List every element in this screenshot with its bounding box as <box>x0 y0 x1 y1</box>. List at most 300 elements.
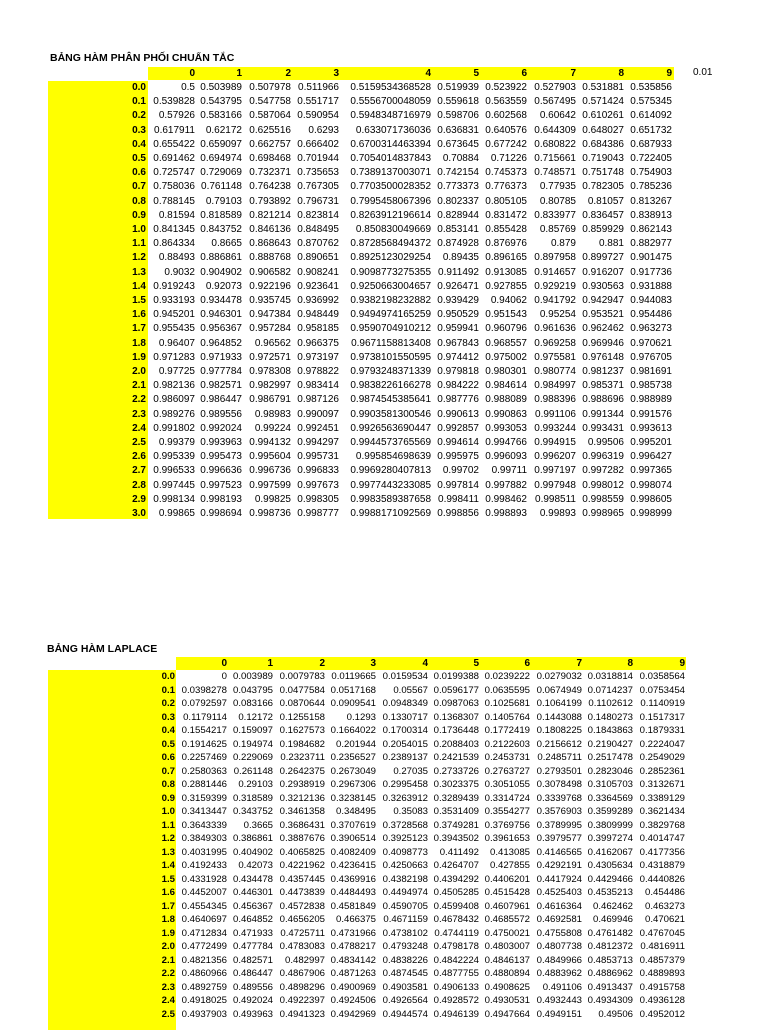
normal-table-cell: 0.633071736036 <box>355 124 431 136</box>
normal-table-cell: 0.993613 <box>630 422 672 434</box>
laplace-table-cell: 0.3769756 <box>484 819 530 831</box>
normal-table-cell: 0.99379 <box>158 437 195 448</box>
normal-row-label: 1.8 <box>132 337 146 349</box>
laplace-table-cell: 0.4494974 <box>382 887 428 898</box>
normal-table-cell: 0.99711 <box>491 465 527 477</box>
normal-table-cell: 0.9969280407813 <box>350 465 431 477</box>
laplace-table-cell: 0.3461358 <box>279 806 325 817</box>
normal-table-cell: 0.998777 <box>297 508 339 519</box>
laplace-table-cell: 0.2323711 <box>280 752 325 763</box>
normal-table-cell: 0.972571 <box>249 351 291 363</box>
normal-table-cell: 0.8263912196614 <box>350 209 431 221</box>
laplace-table-cell: 0.4755808 <box>536 927 582 939</box>
laplace-table-cell: 0.1772419 <box>484 725 530 736</box>
laplace-table-cell: 0.4065825 <box>279 846 325 858</box>
laplace-table-cell: 0.4744119 <box>434 927 479 939</box>
laplace-row-label: 1.4 <box>161 860 175 871</box>
normal-row-label: 1.2 <box>132 252 146 264</box>
normal-table-cell: 0.99893 <box>539 508 576 519</box>
normal-table-cell: 0.843752 <box>200 224 242 235</box>
laplace-table-row <box>0 940 768 954</box>
normal-table-cell: 0.971283 <box>153 351 195 363</box>
laplace-table-cell: 0.404902 <box>232 846 273 858</box>
laplace-table-cell: 0.003989 <box>232 671 273 682</box>
laplace-table-row <box>0 792 768 806</box>
laplace-table-cell: 0.4816911 <box>640 941 685 952</box>
laplace-table-cell: 0.0674949 <box>536 684 582 696</box>
normal-table-cell: 0.7054014837843 <box>350 153 431 164</box>
normal-table-cell: 0.998074 <box>630 479 672 491</box>
normal-table-cell: 0.5948348716979 <box>350 110 431 122</box>
normal-table-cell: 0.967843 <box>437 337 479 349</box>
laplace-table-cell: 0.4656205 <box>279 914 325 925</box>
normal-table-cell: 0.598706 <box>437 110 479 122</box>
laplace-table-cell: 0.194974 <box>232 738 273 750</box>
normal-table-cell: 0.831472 <box>485 209 527 221</box>
normal-table-cell: 0.990863 <box>485 408 527 420</box>
normal-column-header-8: 8 <box>618 68 624 79</box>
normal-table-cell: 0.882977 <box>630 238 672 250</box>
laplace-table-cell: 0.2054015 <box>382 738 428 750</box>
normal-row-label: 0.2 <box>132 110 146 122</box>
normal-table-cell: 0.998134 <box>153 493 195 505</box>
laplace-table-cell: 0.4505285 <box>433 887 479 898</box>
normal-table-cell: 0.92073 <box>205 280 242 292</box>
normal-table-cell: 0.796731 <box>297 195 339 207</box>
normal-row-label: 3.0 <box>132 508 146 519</box>
laplace-table-cell: 0.261148 <box>233 765 273 777</box>
normal-table-cell: 0.888768 <box>249 252 291 264</box>
normal-table-cell: 0.998411 <box>438 493 479 505</box>
laplace-row-label: 0.6 <box>161 752 175 763</box>
laplace-table-row <box>0 981 768 995</box>
normal-table-cell: 0.531881 <box>582 82 624 93</box>
normal-table-cell: 0.945201 <box>153 309 195 321</box>
normal-table-cell: 0.993244 <box>534 422 576 434</box>
normal-table-cell: 0.617911 <box>154 124 195 136</box>
normal-table-cell: 0.979818 <box>437 366 479 377</box>
laplace-table-cell: 0.2995458 <box>382 779 428 790</box>
laplace-table-cell: 0.0517168 <box>330 684 376 696</box>
normal-table-cell: 0.9793248371339 <box>350 366 431 377</box>
laplace-column-header-5: 5 <box>473 658 479 669</box>
laplace-table-cell: 0.4937903 <box>181 1008 227 1020</box>
normal-table-cell: 0.890651 <box>297 252 339 264</box>
laplace-table-cell: 0.0119665 <box>331 671 376 682</box>
normal-table-cell: 0.916207 <box>582 266 624 278</box>
laplace-table-cell: 0.4860966 <box>181 968 227 979</box>
laplace-table-cell: 0.4928572 <box>433 995 479 1006</box>
normal-table-cell: 0.680822 <box>534 138 576 150</box>
normal-row-label: 2.3 <box>132 408 146 420</box>
normal-table-cell: 0.70884 <box>442 153 479 164</box>
normal-table-cell: 0.5 <box>181 82 195 93</box>
laplace-table-cell: 0.1480273 <box>587 711 633 723</box>
laplace-table-cell: 0.4871263 <box>330 968 376 979</box>
laplace-table-cell: 0.1664022 <box>330 725 376 736</box>
normal-table-cell: 0.919243 <box>153 280 195 292</box>
laplace-table-cell: 0.464852 <box>232 914 273 925</box>
laplace-table-cell: 0.3314724 <box>484 792 530 804</box>
laplace-table-cell: 0.3051055 <box>484 779 530 790</box>
laplace-table-cell: 0.4949151 <box>536 1008 582 1020</box>
normal-table-cell: 0.547758 <box>249 96 291 108</box>
laplace-table-cell: 0.4842224 <box>433 954 479 966</box>
laplace-table-row <box>0 819 768 833</box>
normal-table-cell: 0.567495 <box>534 96 576 108</box>
laplace-table-cell: 0.3849303 <box>181 833 227 844</box>
normal-table-cell: 0.953521 <box>582 309 624 321</box>
normal-column-header-3: 3 <box>333 68 339 79</box>
normal-table-cell: 0.701944 <box>297 153 339 164</box>
normal-table-cell: 0.990613 <box>437 408 479 420</box>
normal-table-cell: 0.914657 <box>534 266 576 278</box>
laplace-row-label: 0.8 <box>161 779 175 790</box>
normal-table-cell: 0.996207 <box>534 451 576 463</box>
normal-table-cell: 0.978822 <box>297 366 339 377</box>
laplace-table-cell: 0.3686431 <box>279 819 325 831</box>
normal-column-header-2: 2 <box>285 68 291 79</box>
laplace-table-cell: 0.4944574 <box>382 1008 428 1020</box>
normal-table-cell: 0.5159534368528 <box>350 82 431 93</box>
normal-table-cell: 0.936992 <box>297 295 339 306</box>
normal-table-cell: 0.610261 <box>582 110 624 122</box>
laplace-table-cell: 0.4798178 <box>433 941 479 952</box>
laplace-table-cell: 0.4936128 <box>639 995 685 1006</box>
normal-table-cell: 0.994297 <box>297 437 339 448</box>
laplace-table-cell: 0.2356527 <box>330 752 376 763</box>
normal-table-cell: 0.848495 <box>297 224 339 235</box>
laplace-table-cell: 0.4803007 <box>484 941 530 952</box>
laplace-table-cell: 0.427855 <box>489 860 530 871</box>
normal-table-cell: 0.99702 <box>442 465 479 477</box>
laplace-table-cell: 0.1627573 <box>279 725 325 736</box>
normal-table-cell: 0.764238 <box>249 181 291 193</box>
normal-table-cell: 0.897958 <box>534 252 576 264</box>
normal-table-cell: 0.970621 <box>630 337 672 349</box>
normal-table-cell: 0.997523 <box>200 479 242 491</box>
laplace-table-cell: 0.491106 <box>542 981 582 993</box>
laplace-table-cell: 0.4924506 <box>330 995 376 1006</box>
normal-table-cell: 0.901475 <box>630 252 672 264</box>
normal-table-cell: 0.79103 <box>205 195 242 207</box>
normal-table-cell: 0.99865 <box>158 508 195 519</box>
laplace-table-cell: 0.462462 <box>592 900 633 912</box>
laplace-table-cell: 0.1914625 <box>181 738 227 750</box>
laplace-table-cell: 0.3749281 <box>433 819 479 831</box>
normal-table-cell: 0.725747 <box>153 167 195 179</box>
laplace-table-cell: 0.4846137 <box>484 954 530 966</box>
laplace-table-cell: 0.4783083 <box>279 941 325 952</box>
laplace-table-cell: 0.4671159 <box>383 914 428 925</box>
laplace-table-cell: 0.3599289 <box>587 806 633 817</box>
laplace-row-label: 1.9 <box>161 927 175 939</box>
laplace-row-label: 0.5 <box>161 738 175 750</box>
laplace-table-row <box>0 900 768 914</box>
laplace-table-cell: 0.4932443 <box>536 995 582 1006</box>
normal-table-cell: 0.961636 <box>534 323 576 335</box>
laplace-row-label: 1.2 <box>161 833 175 844</box>
normal-table-cell: 0.89435 <box>442 252 479 264</box>
normal-table-cell: 0.948449 <box>297 309 339 321</box>
laplace-table-cell: 0.1255158 <box>279 711 325 723</box>
laplace-row-label: 0.7 <box>161 765 175 777</box>
laplace-table-cell: 0.1140919 <box>640 698 685 709</box>
laplace-table-cell: 0.4581849 <box>330 900 376 912</box>
normal-table-cell: 0.666402 <box>297 138 339 150</box>
normal-table-cell: 0.57926 <box>158 110 195 122</box>
laplace-table-cell: 0.4525403 <box>536 887 582 898</box>
laplace-table-cell: 0.1843863 <box>587 725 633 736</box>
normal-row-label: 0.9 <box>132 209 146 221</box>
laplace-table-cell: 0.27035 <box>393 765 428 777</box>
normal-row-label: 1.1 <box>132 238 146 250</box>
laplace-column-header-6: 6 <box>524 658 530 669</box>
laplace-table-cell: 0.1984682 <box>279 738 325 750</box>
normal-table-cell: 0.559618 <box>437 96 479 108</box>
laplace-table-cell: 0.4146565 <box>536 846 582 858</box>
laplace-table-cell: 0.4838226 <box>382 954 428 966</box>
laplace-table-cell: 0.4515428 <box>484 887 530 898</box>
laplace-table-cell: 0.1808225 <box>536 725 582 736</box>
laplace-table-cell: 0.489556 <box>232 981 273 993</box>
laplace-table-cell: 0.4014747 <box>639 833 685 844</box>
normal-table-cell: 0.719043 <box>582 153 624 164</box>
laplace-table-cell: 0.3159399 <box>181 792 227 804</box>
laplace-table-cell: 0.4849966 <box>536 954 582 966</box>
laplace-table-cell: 0.3665 <box>243 819 273 831</box>
normal-column-header-4: 4 <box>425 68 431 79</box>
laplace-table-cell: 0.4883962 <box>536 968 582 979</box>
normal-table-cell: 0.958185 <box>297 323 339 335</box>
laplace-table-row <box>0 724 768 738</box>
laplace-table-cell: 0.4417924 <box>536 873 582 885</box>
normal-table-cell: 0.732371 <box>249 167 291 179</box>
normal-table-cell: 0.503989 <box>200 82 242 93</box>
normal-table-cell: 0.563559 <box>485 96 527 108</box>
normal-table-cell: 0.985371 <box>582 380 624 392</box>
normal-table-cell: 0.95254 <box>539 309 576 321</box>
laplace-table-cell: 0.0909541 <box>330 698 376 709</box>
laplace-table-cell: 0.4678432 <box>433 914 479 925</box>
normal-table-cell: 0.9926563690447 <box>350 422 431 434</box>
laplace-table-cell: 0.1517317 <box>639 711 685 723</box>
laplace-table-cell: 0.0987063 <box>433 698 479 709</box>
normal-table-cell: 0.986097 <box>153 394 195 406</box>
laplace-table-cell: 0.4941323 <box>279 1008 325 1020</box>
normal-table-cell: 0.982136 <box>153 380 195 392</box>
laplace-table-cell: 0.4406201 <box>484 873 530 885</box>
normal-table-cell: 0.881 <box>598 238 624 250</box>
normal-table-cell: 0.908241 <box>297 266 339 278</box>
normal-table-cell: 0.841345 <box>153 224 195 235</box>
normal-table-cell: 0.833977 <box>534 209 576 221</box>
normal-table-cell: 0.998305 <box>297 493 339 505</box>
normal-table-cell: 0.951543 <box>485 309 527 321</box>
laplace-table-cell: 0.1025681 <box>484 698 530 709</box>
laplace-table-cell: 0.4788217 <box>330 941 376 952</box>
laplace-table-cell: 0.4305634 <box>587 860 633 871</box>
laplace-table-cell: 0.3961653 <box>484 833 530 844</box>
normal-table-cell: 0.694974 <box>200 153 242 164</box>
normal-table-cell: 0.602568 <box>485 110 527 122</box>
normal-row-label: 0.8 <box>132 195 146 207</box>
normal-table-cell: 0.980301 <box>485 366 527 377</box>
laplace-table-cell: 0.4913437 <box>587 981 633 993</box>
laplace-table-cell: 0.3707619 <box>330 819 376 831</box>
laplace-row-label: 1.5 <box>161 873 175 885</box>
normal-table-cell: 0.964852 <box>200 337 242 349</box>
laplace-table-cell: 0.1064199 <box>536 698 582 709</box>
laplace-table-cell: 0.4926564 <box>382 995 428 1006</box>
normal-table-cell: 0.5556700048059 <box>350 96 431 108</box>
normal-table-cell: 0.802337 <box>437 195 479 207</box>
normal-table-cell: 0.963273 <box>630 323 672 335</box>
laplace-table-cell: 0.4177356 <box>639 846 685 858</box>
laplace-table-cell: 0.3263912 <box>382 792 428 804</box>
normal-table-cell: 0.996427 <box>630 451 672 463</box>
laplace-row-label: 2.0 <box>161 941 175 952</box>
laplace-table-cell: 0.2421539 <box>433 752 479 763</box>
laplace-table-cell: 0.4250663 <box>382 860 428 871</box>
laplace-row-label: 0.1 <box>161 684 175 696</box>
laplace-table-row <box>0 1008 768 1022</box>
laplace-table-cell: 0.4712834 <box>181 927 227 939</box>
laplace-table-row <box>0 954 768 968</box>
laplace-row-label: 1.1 <box>161 819 175 831</box>
laplace-table-cell: 0.3906514 <box>330 833 376 844</box>
normal-table-cell: 0.989556 <box>200 408 242 420</box>
normal-table-cell: 0.62172 <box>205 124 242 136</box>
laplace-table-cell: 0.1879331 <box>639 725 685 736</box>
normal-table-cell: 0.941792 <box>534 295 576 306</box>
laplace-table-cell: 0.1554217 <box>181 725 227 736</box>
normal-table-cell: 0.7995458067396 <box>350 195 431 207</box>
normal-table-cell: 0.969258 <box>534 337 576 349</box>
normal-table-cell: 0.9382198232882 <box>350 295 431 306</box>
laplace-table-cell: 0.4236415 <box>330 860 376 871</box>
laplace-table-row <box>0 873 768 887</box>
laplace-table-cell: 0.4857379 <box>639 954 685 966</box>
normal-row-label: 1.0 <box>132 224 146 235</box>
laplace-table-cell: 0.4369916 <box>330 873 376 885</box>
laplace-table-cell: 0.4192433 <box>181 860 227 871</box>
laplace-column-header-7: 7 <box>576 658 582 669</box>
normal-table-cell: 0.994132 <box>249 437 291 448</box>
normal-table-cell: 0.511966 <box>298 82 339 93</box>
laplace-table-cell: 0.482997 <box>284 954 325 966</box>
normal-table-cell: 0.543795 <box>200 96 242 108</box>
normal-table-cell: 0.929219 <box>534 280 576 292</box>
normal-table-cell: 0.773373 <box>437 181 479 193</box>
laplace-table-cell: 0.4892759 <box>181 981 227 993</box>
laplace-row-label: 0.0 <box>161 671 175 682</box>
laplace-table-cell: 0.3339768 <box>536 792 582 804</box>
laplace-table-cell: 0.229069 <box>232 752 273 763</box>
laplace-table-cell: 0.3389129 <box>639 792 685 804</box>
normal-table-cell: 0.614092 <box>630 110 672 122</box>
normal-table-cell: 0.990097 <box>297 408 339 420</box>
laplace-table-cell: 0.4915758 <box>639 981 685 993</box>
normal-row-label: 1.9 <box>132 351 146 363</box>
laplace-row-label: 0.9 <box>161 792 175 804</box>
laplace-table-cell: 0.4934309 <box>587 995 633 1006</box>
normal-row-label: 2.1 <box>132 380 146 392</box>
normal-table-cell: 0.978308 <box>249 366 291 377</box>
normal-table-cell: 0.9738101550595 <box>350 351 431 363</box>
laplace-table-cell: 0.043795 <box>232 684 273 696</box>
laplace-table-cell: 0.4867906 <box>279 968 325 979</box>
normal-column-header-5: 5 <box>473 68 479 79</box>
laplace-table-row <box>0 805 768 819</box>
normal-table-cell: 0.751748 <box>582 167 624 179</box>
normal-table-cell: 0.998462 <box>485 493 527 505</box>
normal-table-cell: 0.995339 <box>153 451 195 463</box>
laplace-table-cell: 0.4946139 <box>433 1008 479 1020</box>
normal-table-cell: 0.9983589387658 <box>350 493 431 505</box>
normal-table-cell: 0.519939 <box>437 82 479 93</box>
normal-table-cell: 0.684386 <box>582 138 624 150</box>
normal-table-cell: 0.998694 <box>200 508 242 519</box>
normal-table-cell: 0.998012 <box>582 479 624 491</box>
normal-table-cell: 0.864334 <box>153 238 195 250</box>
normal-table-cell: 0.997948 <box>534 479 576 491</box>
laplace-table-cell: 0.4880894 <box>484 968 530 979</box>
laplace-table-cell: 0.12172 <box>238 711 273 723</box>
laplace-row-label: 0.3 <box>161 711 175 723</box>
laplace-table-row <box>0 738 768 752</box>
normal-table-cell: 0.742154 <box>437 167 479 179</box>
laplace-table-cell: 0.0948349 <box>382 698 428 709</box>
laplace-table-row <box>0 670 768 684</box>
laplace-table-cell: 0.3364569 <box>587 792 633 804</box>
normal-table-cell: 0.535856 <box>630 82 672 93</box>
normal-table-cell: 0.673645 <box>437 138 479 150</box>
laplace-table-cell: 0.4264707 <box>433 860 479 871</box>
laplace-table-cell: 0.42073 <box>238 860 273 871</box>
normal-table-cell: 0.998965 <box>582 508 624 519</box>
normal-table-cell: 0.96407 <box>158 337 195 349</box>
laplace-table-cell: 0.482571 <box>232 954 273 966</box>
normal-table-cell: 0.930563 <box>582 280 624 292</box>
normal-column-header-9: 9 <box>666 68 672 79</box>
laplace-column-header <box>176 657 686 670</box>
normal-table-cell: 0.993431 <box>582 422 624 434</box>
laplace-table-cell: 0.2088403 <box>433 738 479 750</box>
normal-table-cell: 0.983414 <box>297 380 339 392</box>
normal-table-cell: 0.698468 <box>249 153 291 164</box>
normal-table-cell: 0.995201 <box>630 437 672 448</box>
laplace-table-cell: 0.3728568 <box>382 819 428 831</box>
normal-table-cell: 0.9494974165259 <box>350 309 431 321</box>
laplace-row-label: 1.6 <box>161 887 175 898</box>
normal-table-cell: 0.648027 <box>582 124 624 136</box>
normal-table-cell: 0.527903 <box>534 82 576 93</box>
normal-row-label: 1.7 <box>132 323 146 335</box>
normal-table-cell: 0.980774 <box>534 366 576 377</box>
normal-table-cell: 0.691462 <box>153 153 195 164</box>
laplace-column-header-0: 0 <box>221 658 227 669</box>
normal-table-cell: 0.9988171092569 <box>350 508 431 519</box>
laplace-table-cell: 0.4761482 <box>587 927 633 939</box>
normal-table-cell: 0.9032 <box>164 266 195 278</box>
normal-table-cell: 0.995731 <box>297 451 339 463</box>
normal-table-cell: 0.997882 <box>485 479 527 491</box>
normal-table-cell: 0.8665 <box>211 238 242 250</box>
normal-table-cell: 0.957284 <box>249 323 291 335</box>
normal-table-cell: 0.998605 <box>630 493 672 505</box>
laplace-table-cell: 0.1443088 <box>536 711 582 723</box>
